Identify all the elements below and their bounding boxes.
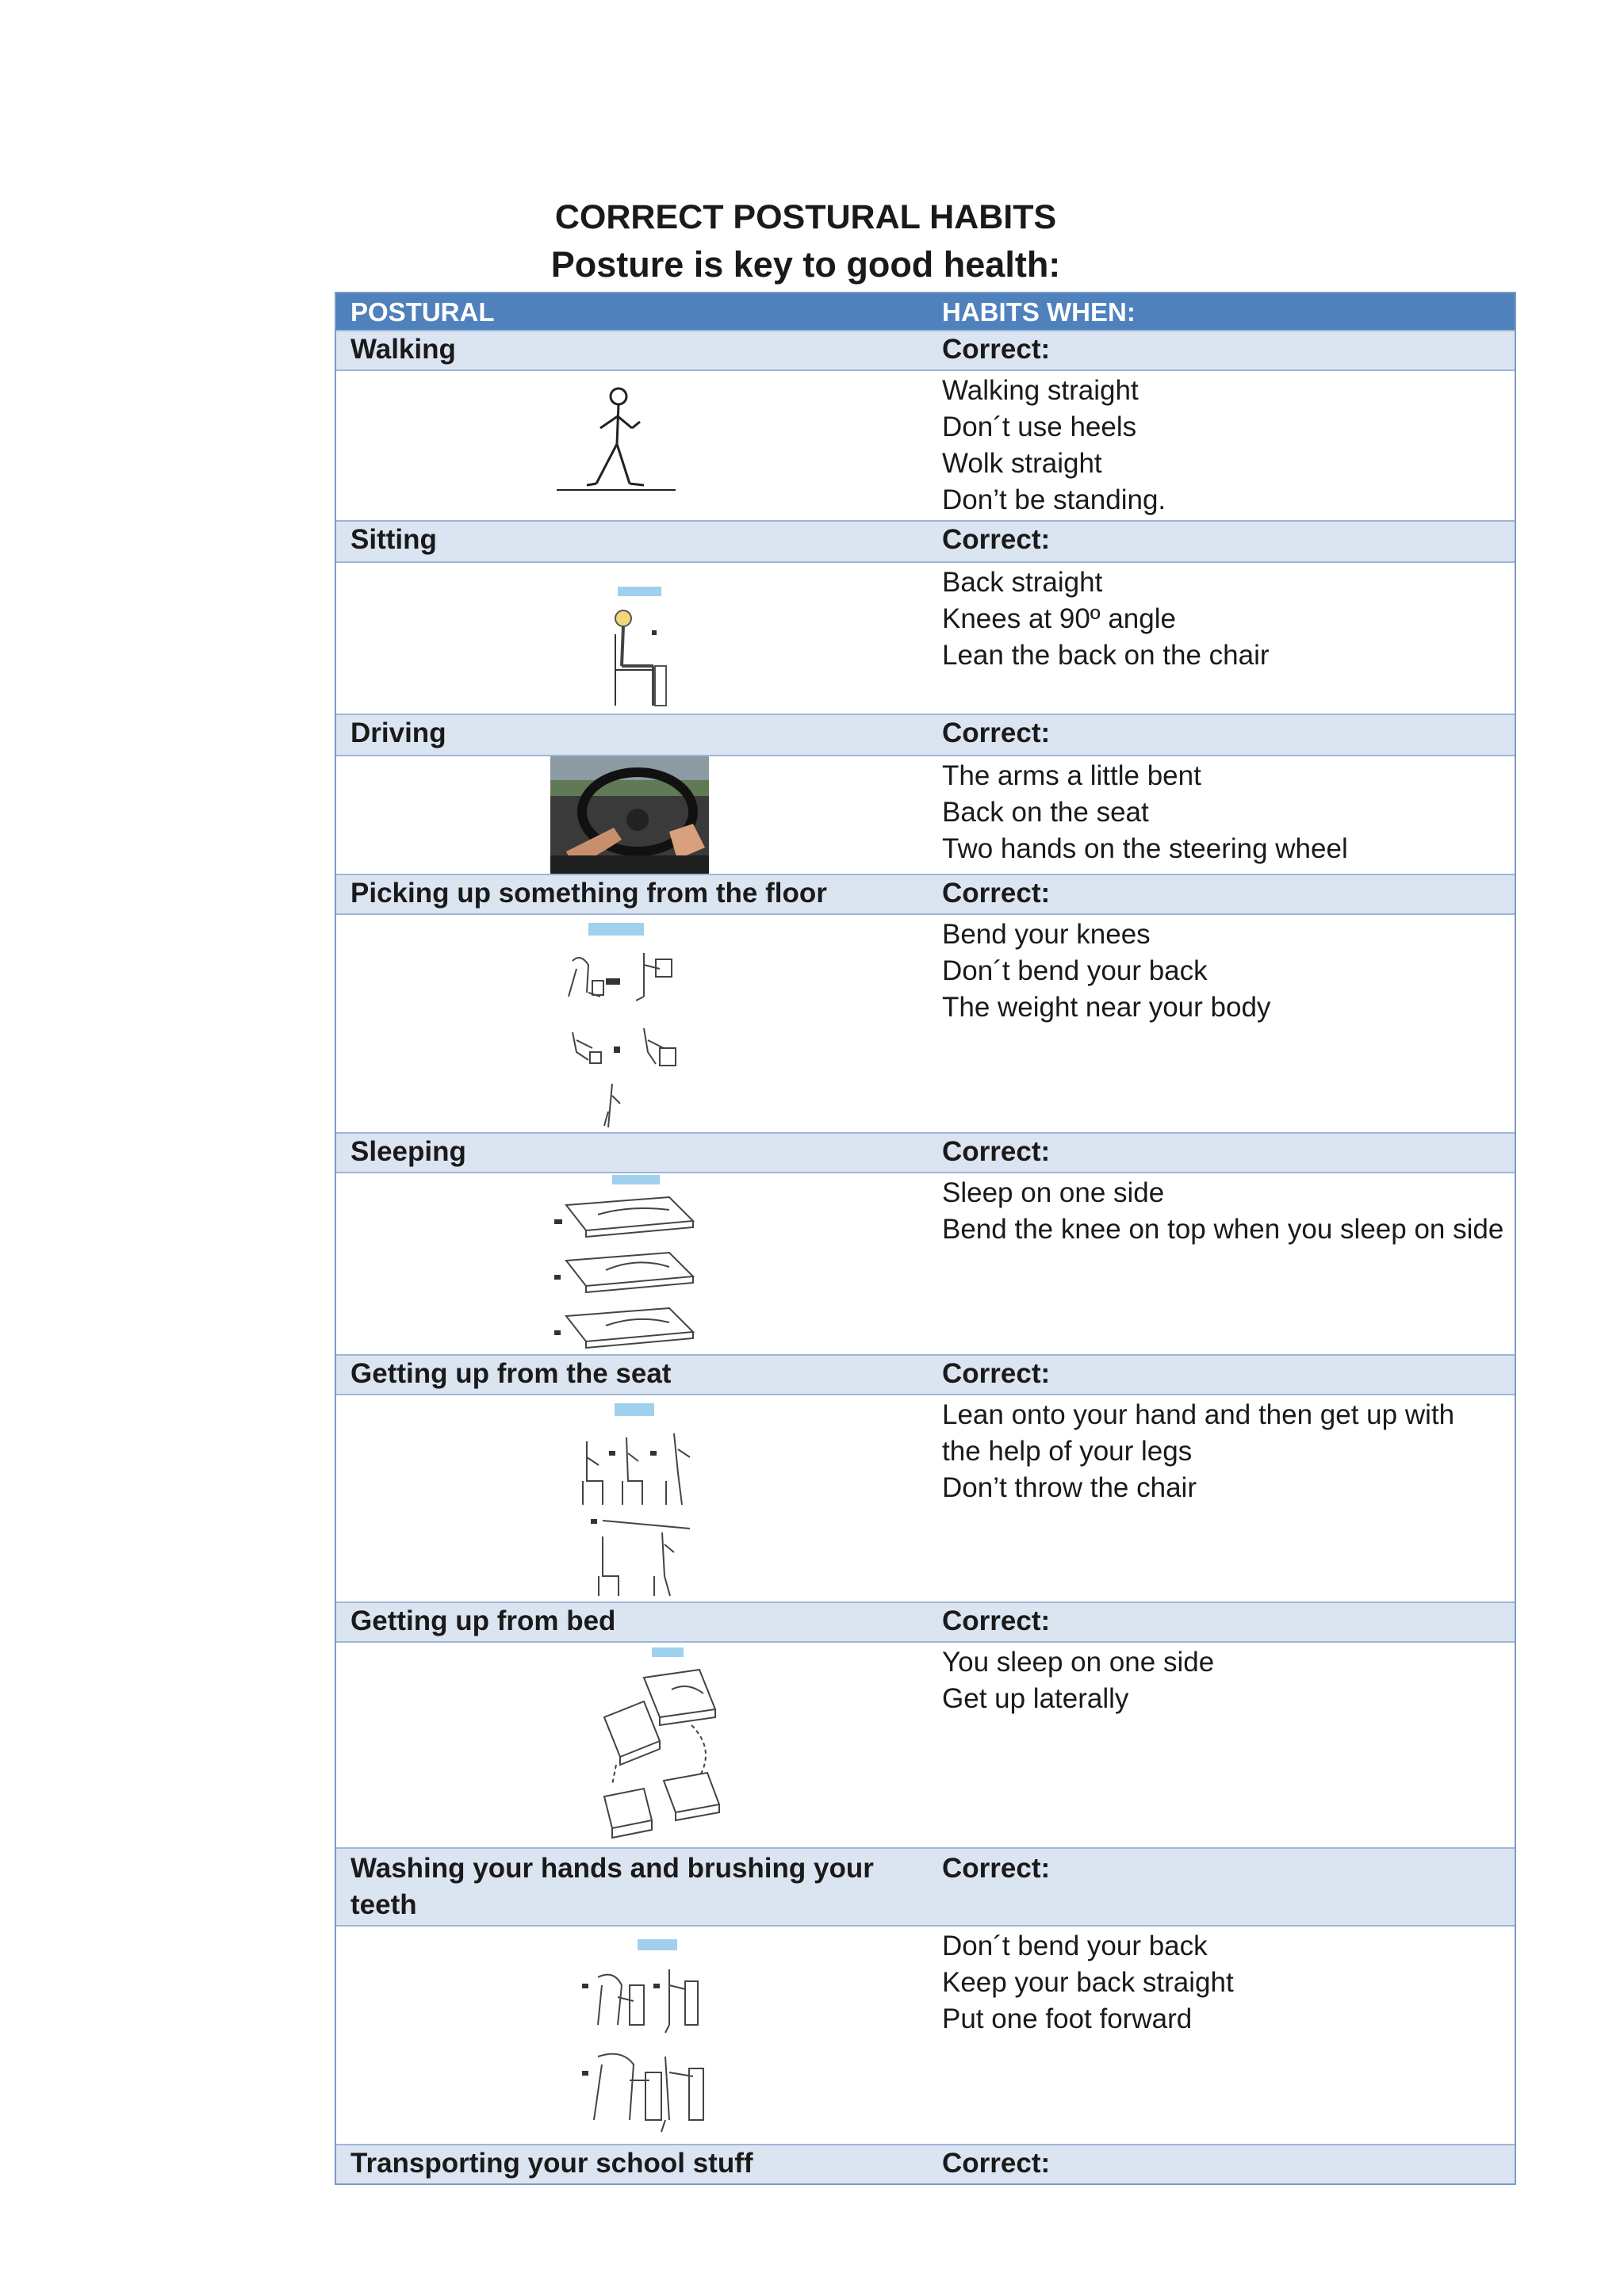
tip-text: You sleep on one side xyxy=(942,1647,1215,1678)
tip-text: Don´t use heels xyxy=(942,411,1137,442)
row-label-driving: Driving xyxy=(350,718,446,748)
walking-figure-image xyxy=(557,381,684,499)
figure-cell xyxy=(336,915,926,1132)
table-row-label xyxy=(336,1134,1515,1173)
row-label-transporting: Transporting your school stuff xyxy=(350,2148,753,2179)
row-status: Correct: xyxy=(942,2148,1051,2179)
tip-text: Bend your knees xyxy=(942,919,1151,950)
row-label-sitting: Sitting xyxy=(350,524,437,555)
figure-cell xyxy=(336,1173,926,1354)
header-habits-when: HABITS WHEN: xyxy=(942,297,1136,327)
tip-text: Two hands on the steering wheel xyxy=(942,833,1348,864)
row-status: Correct: xyxy=(942,1853,1051,1884)
table-row-content xyxy=(336,1173,1515,1356)
sleeping-figure-image xyxy=(550,1173,701,1354)
tips-cell xyxy=(926,563,1515,714)
row-status: Correct: xyxy=(942,1136,1051,1167)
table-row-content xyxy=(336,1927,1515,2145)
row-label-getting-up-seat: Getting up from the seat xyxy=(350,1358,672,1389)
tip-text: Don´t bend your back xyxy=(942,1931,1208,1961)
table-row-label xyxy=(336,522,1515,563)
tip-text: Sleep on one side xyxy=(942,1177,1165,1208)
tip-text: Get up laterally xyxy=(942,1683,1129,1714)
figure-cell xyxy=(336,1927,926,2144)
table-row-content xyxy=(336,915,1515,1134)
tip-text: The arms a little bent xyxy=(942,760,1201,791)
row-status: Correct: xyxy=(942,718,1051,748)
row-label-picking-up: Picking up something from the floor xyxy=(350,878,827,909)
row-label-walking: Walking xyxy=(350,334,456,365)
tips-cell xyxy=(926,1395,1515,1601)
sitting-figure-image xyxy=(606,587,693,714)
tip-text: Wolk straight xyxy=(942,448,1102,479)
row-status: Correct: xyxy=(942,878,1051,909)
tips-cell xyxy=(926,1643,1515,1847)
picking-up-figure-image xyxy=(557,921,699,1129)
tip-text: Lean onto your hand and then get up with xyxy=(942,1399,1455,1430)
table-row-content xyxy=(336,756,1515,875)
page-subtitle: Posture is key to good health: xyxy=(550,244,1061,285)
tips-cell xyxy=(926,756,1515,874)
tip-text: Don´t bend your back xyxy=(942,955,1208,986)
row-status: Correct: xyxy=(942,1605,1051,1636)
tip-text: The weight near your body xyxy=(942,992,1271,1023)
row-status: Correct: xyxy=(942,1358,1051,1389)
figure-cell xyxy=(336,1395,926,1601)
washing-figure-image xyxy=(574,1938,717,2144)
row-label-washing xyxy=(336,1849,926,1925)
tips-cell xyxy=(926,915,1515,1132)
figure-cell xyxy=(336,371,926,520)
tips-cell xyxy=(926,371,1515,520)
table-row-content xyxy=(336,1395,1515,1603)
getting-up-seat-figure-image xyxy=(571,1402,714,1600)
tips-cell xyxy=(926,1173,1515,1354)
row-label-getting-up-bed: Getting up from bed xyxy=(350,1605,616,1636)
row-status: Correct: xyxy=(942,334,1051,365)
tip-text: Don’t be standing. xyxy=(942,484,1166,515)
tip-text: Keep your back straight xyxy=(942,1967,1234,1998)
tip-text: Bend the knee on top when you sleep on side xyxy=(942,1214,1504,1245)
driving-photo-image xyxy=(550,756,709,874)
table-row-label xyxy=(336,2145,1515,2183)
table-row-label xyxy=(336,331,1515,371)
row-label-sleeping: Sleeping xyxy=(350,1136,466,1167)
table-row-label xyxy=(336,1356,1515,1395)
figure-cell xyxy=(336,756,926,874)
table-row-label xyxy=(336,1603,1515,1643)
tip-text: the help of your legs xyxy=(942,1436,1193,1467)
table-row-label xyxy=(336,715,1515,756)
getting-up-bed-figure-image xyxy=(596,1646,723,1844)
tip-text: Lean the back on the chair xyxy=(942,640,1270,671)
tip-text: Back on the seat xyxy=(942,797,1149,828)
tip-text: Don’t throw the chair xyxy=(942,1472,1197,1503)
figure-cell xyxy=(336,1643,926,1847)
table-header xyxy=(336,293,1515,331)
row-label-line: teeth xyxy=(350,1889,417,1920)
table-row-content xyxy=(336,371,1515,522)
row-label-line: Washing your hands and brushing your xyxy=(350,1853,874,1884)
table-row-label xyxy=(336,1849,1515,1927)
tips-cell xyxy=(926,1927,1515,2144)
tip-text: Walking straight xyxy=(942,375,1139,406)
table-row-content xyxy=(336,563,1515,715)
table-row-label xyxy=(336,875,1515,915)
posture-table xyxy=(335,292,1516,2185)
figure-cell xyxy=(336,563,926,714)
tip-text: Put one foot forward xyxy=(942,2003,1193,2034)
header-postural: POSTURAL xyxy=(350,297,495,327)
page-title: CORRECT POSTURAL HABITS xyxy=(554,198,1057,236)
row-status: Correct: xyxy=(942,524,1051,555)
tip-text: Knees at 90º angle xyxy=(942,603,1176,634)
table-row-content xyxy=(336,1643,1515,1849)
tip-text: Back straight xyxy=(942,567,1103,598)
